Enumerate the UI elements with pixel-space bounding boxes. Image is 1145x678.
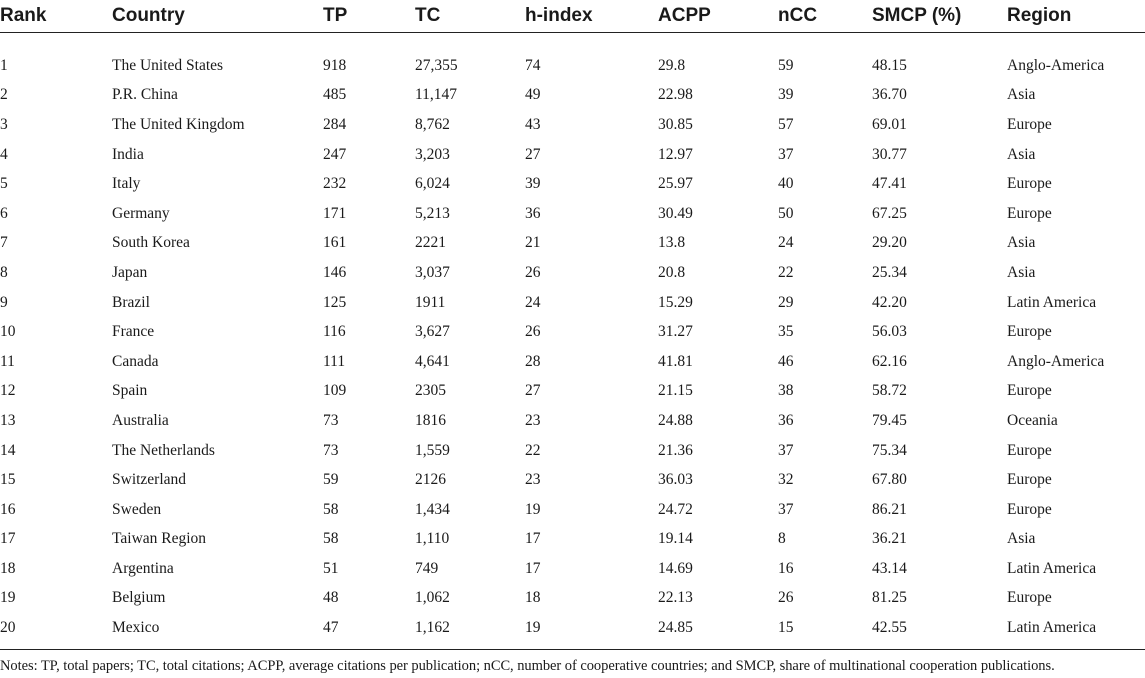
table-row [0, 436, 1145, 466]
table-cell: 26 [778, 589, 794, 607]
table-notes: Notes: TP, total papers; TC, total citations; ACPP, average citations per publication; nCC, number of cooperative countries; and SMCP, share of multinational cooperation publications. [0, 658, 1055, 674]
table-cell: 1,110 [415, 530, 450, 548]
table-row [0, 584, 1145, 614]
table-cell: Latin America [1007, 293, 1097, 311]
table-cell: Europe [1007, 204, 1052, 222]
table-row [0, 317, 1145, 347]
table-cell: 31.27 [658, 323, 693, 341]
table-cell: 86.21 [872, 500, 907, 518]
table-cell: 1,062 [415, 589, 450, 607]
table-header [0, 0, 1145, 33]
table-cell: 16 [778, 559, 794, 577]
table-cell: 24.72 [658, 500, 693, 518]
table-cell: 24.88 [658, 411, 693, 429]
table-cell: 58 [323, 500, 339, 518]
table-row [0, 465, 1145, 495]
table-cell: 17 [525, 559, 541, 577]
table-cell: Canada [112, 352, 159, 370]
table-cell: 24 [525, 293, 541, 311]
table-row [0, 525, 1145, 555]
table-cell: 22 [525, 441, 541, 459]
table-cell: 20 [0, 619, 16, 637]
table-cell: 171 [323, 204, 347, 222]
table-row [0, 406, 1145, 436]
table-cell: 47 [323, 619, 339, 637]
table-cell: 30.77 [872, 145, 907, 163]
table-cell: Europe [1007, 500, 1052, 518]
table-cell: 46 [778, 352, 794, 370]
table-cell: 26 [525, 263, 541, 281]
table-cell: 8,762 [415, 115, 450, 133]
table-cell: Asia [1007, 234, 1036, 252]
table-cell: 73 [323, 411, 339, 429]
table-cell: 116 [323, 323, 346, 341]
table-body [0, 33, 1145, 643]
table-cell: Belgium [112, 589, 166, 607]
table-cell: 1911 [415, 293, 446, 311]
table-cell: 3,627 [415, 323, 450, 341]
column-header: TC [415, 5, 441, 26]
table-cell: Anglo-America [1007, 56, 1105, 74]
table-cell: 232 [323, 175, 347, 193]
table-cell: Sweden [112, 500, 162, 518]
table-cell: 4,641 [415, 352, 450, 370]
table-cell: 19 [0, 589, 16, 607]
table-cell: 2305 [415, 382, 446, 400]
table-cell: 6 [0, 204, 8, 222]
table-cell: 43.14 [872, 559, 907, 577]
table-cell: 18 [525, 589, 541, 607]
table-cell: 36 [778, 411, 794, 429]
table-row [0, 347, 1145, 377]
table-cell: 30.85 [658, 115, 693, 133]
column-header: Region [1007, 5, 1072, 26]
table-cell: Taiwan Region [112, 530, 207, 548]
table-cell: Oceania [1007, 411, 1058, 429]
table-cell: 15 [778, 619, 794, 637]
table-cell: 48 [323, 589, 339, 607]
table-cell: Brazil [112, 293, 150, 311]
table-cell: 109 [323, 382, 347, 400]
table-cell: 29.8 [658, 56, 686, 74]
table-cell: India [112, 145, 144, 163]
table-cell: 43 [525, 115, 541, 133]
table-row [0, 169, 1145, 199]
table-cell: Australia [112, 411, 169, 429]
table-cell: 13 [0, 411, 16, 429]
table-cell: 25.34 [872, 263, 907, 281]
table-cell: 3,203 [415, 145, 450, 163]
table-cell: 58.72 [872, 382, 907, 400]
table-cell: 27 [525, 382, 541, 400]
table-cell: Asia [1007, 263, 1036, 281]
column-header: Country [112, 5, 185, 26]
table-cell: 79.45 [872, 411, 907, 429]
table-cell: France [112, 323, 155, 341]
table-cell: Latin America [1007, 619, 1097, 637]
table-cell: P.R. China [112, 86, 178, 104]
table-cell: 26 [525, 323, 541, 341]
table-cell: 2221 [415, 234, 446, 252]
table-cell: 9 [0, 293, 8, 311]
table-cell: 37 [778, 441, 794, 459]
table-cell: 2 [0, 86, 8, 104]
table-row [0, 554, 1145, 584]
table-cell: 67.25 [872, 204, 907, 222]
table-cell: 23 [525, 411, 541, 429]
table-cell: 38 [778, 382, 794, 400]
table-cell: 36.03 [658, 471, 693, 489]
table-cell: 27 [525, 145, 541, 163]
table-cell: Anglo-America [1007, 352, 1105, 370]
table-cell: 73 [323, 441, 339, 459]
table-cell: 5 [0, 175, 8, 193]
table-cell: 23 [525, 471, 541, 489]
table-cell: 19 [525, 500, 541, 518]
bottom-rule [0, 649, 1145, 650]
table-cell: 75.34 [872, 441, 907, 459]
table-cell: 17 [0, 530, 16, 548]
table-cell: 161 [323, 234, 347, 252]
table-cell: 18 [0, 559, 16, 577]
table-row [0, 258, 1145, 288]
table-cell: 21.36 [658, 441, 693, 459]
table-cell: Europe [1007, 175, 1052, 193]
table-cell: 17 [525, 530, 541, 548]
table-cell: 42.55 [872, 619, 907, 637]
table-cell: 918 [323, 56, 347, 74]
table-row [0, 495, 1145, 525]
table-cell: 4 [0, 145, 8, 163]
table-cell: 7 [0, 234, 8, 252]
table-cell: 125 [323, 293, 347, 311]
table-cell: 3,037 [415, 263, 450, 281]
table-row [0, 199, 1145, 229]
table-cell: 247 [323, 145, 347, 163]
table-cell: 30.49 [658, 204, 693, 222]
table-cell: Spain [112, 382, 148, 400]
column-header: nCC [778, 5, 818, 26]
table-cell: Europe [1007, 115, 1052, 133]
table-cell: 13.8 [658, 234, 686, 252]
table-cell: 14 [0, 441, 16, 459]
table-cell: 36.21 [872, 530, 907, 548]
column-header: TP [323, 5, 348, 26]
table-cell: 485 [323, 86, 347, 104]
table-cell: Argentina [112, 559, 174, 577]
table-cell: 67.80 [872, 471, 907, 489]
table-row [0, 613, 1145, 643]
table-cell: 19.14 [658, 530, 693, 548]
table-cell: The United States [112, 56, 224, 74]
table-cell: Asia [1007, 145, 1036, 163]
table-cell: 20.8 [658, 263, 686, 281]
table-cell: Japan [112, 263, 148, 281]
table-cell: 35 [778, 323, 794, 341]
table-cell: 39 [778, 86, 794, 104]
table-cell: Asia [1007, 530, 1036, 548]
table-cell: 62.16 [872, 352, 907, 370]
table-cell: Europe [1007, 323, 1052, 341]
table-cell: 42.20 [872, 293, 907, 311]
table-cell: Europe [1007, 441, 1052, 459]
table-cell: 11 [0, 352, 15, 370]
table-cell: 47.41 [872, 175, 907, 193]
column-header: Rank [0, 5, 47, 26]
table-cell: 58 [323, 530, 339, 548]
table-cell: 50 [778, 204, 794, 222]
table-cell: The United Kingdom [112, 115, 245, 133]
table-cell: 1816 [415, 411, 446, 429]
table-cell: 56.03 [872, 323, 907, 341]
table-cell: 146 [323, 263, 347, 281]
table-cell: 15 [0, 471, 16, 489]
table-cell: Italy [112, 175, 141, 193]
table-cell: 24.85 [658, 619, 693, 637]
table-cell: 1 [0, 56, 8, 74]
table-cell: 15.29 [658, 293, 693, 311]
table-cell: 19 [525, 619, 541, 637]
table-cell: Europe [1007, 471, 1052, 489]
table-cell: 21.15 [658, 382, 693, 400]
table-cell: 6,024 [415, 175, 450, 193]
table-cell: Latin America [1007, 559, 1097, 577]
table-cell: 5,213 [415, 204, 450, 222]
column-header: ACPP [658, 5, 711, 26]
table-cell: 48.15 [872, 56, 907, 74]
table-cell: 1,162 [415, 619, 450, 637]
table-cell: The Netherlands [112, 441, 215, 459]
table-cell: 41.81 [658, 352, 693, 370]
table-cell: 21 [525, 234, 541, 252]
column-header: SMCP (%) [872, 5, 962, 26]
table-cell: 749 [415, 559, 439, 577]
table-cell: 1,434 [415, 500, 450, 518]
table-cell: 69.01 [872, 115, 907, 133]
table-cell: 22 [778, 263, 794, 281]
table-cell: 36.70 [872, 86, 907, 104]
table-cell: 10 [0, 323, 16, 341]
table-row [0, 140, 1145, 170]
table-cell: 284 [323, 115, 347, 133]
table-row [0, 81, 1145, 111]
table-cell: Mexico [112, 619, 160, 637]
table-cell: 36 [525, 204, 541, 222]
table-cell: 81.25 [872, 589, 907, 607]
table-cell: Europe [1007, 589, 1052, 607]
table-cell: 12 [0, 382, 16, 400]
table-cell: 1,559 [415, 441, 450, 459]
table-cell: 12.97 [658, 145, 693, 163]
table-cell: Europe [1007, 382, 1052, 400]
table-cell: Asia [1007, 86, 1036, 104]
table-cell: Switzerland [112, 471, 187, 489]
table-cell: 37 [778, 145, 794, 163]
table-cell: 3 [0, 115, 8, 133]
table-row [0, 110, 1145, 140]
table-cell: 2126 [415, 471, 446, 489]
table-cell: 22.13 [658, 589, 693, 607]
table-cell: 59 [778, 56, 794, 74]
table-cell: 24 [778, 234, 794, 252]
column-header: h-index [525, 5, 593, 26]
table-cell: 40 [778, 175, 794, 193]
table-cell: 111 [323, 352, 346, 370]
table-cell: 39 [525, 175, 541, 193]
table-cell: 59 [323, 471, 339, 489]
table-cell: South Korea [112, 234, 190, 252]
table-row [0, 229, 1145, 259]
table-cell: 32 [778, 471, 794, 489]
table-cell: 57 [778, 115, 794, 133]
table-cell: 28 [525, 352, 541, 370]
table-cell: 51 [323, 559, 339, 577]
table-row [0, 377, 1145, 407]
table-cell: 8 [778, 530, 786, 548]
table-row [0, 33, 1145, 81]
table-cell: 22.98 [658, 86, 693, 104]
table-cell: 49 [525, 86, 541, 104]
table-cell: 74 [525, 56, 541, 74]
header-row [0, 0, 1145, 33]
table-cell: 37 [778, 500, 794, 518]
table-cell: 29.20 [872, 234, 907, 252]
table-cell: 14.69 [658, 559, 693, 577]
table-row [0, 288, 1145, 318]
table-cell: 16 [0, 500, 16, 518]
table-cell: 8 [0, 263, 8, 281]
table-cell: Germany [112, 204, 170, 222]
table-cell: 25.97 [658, 175, 693, 193]
table-cell: 29 [778, 293, 794, 311]
table-cell: 11,147 [415, 86, 458, 104]
table-cell: 27,355 [415, 56, 458, 74]
